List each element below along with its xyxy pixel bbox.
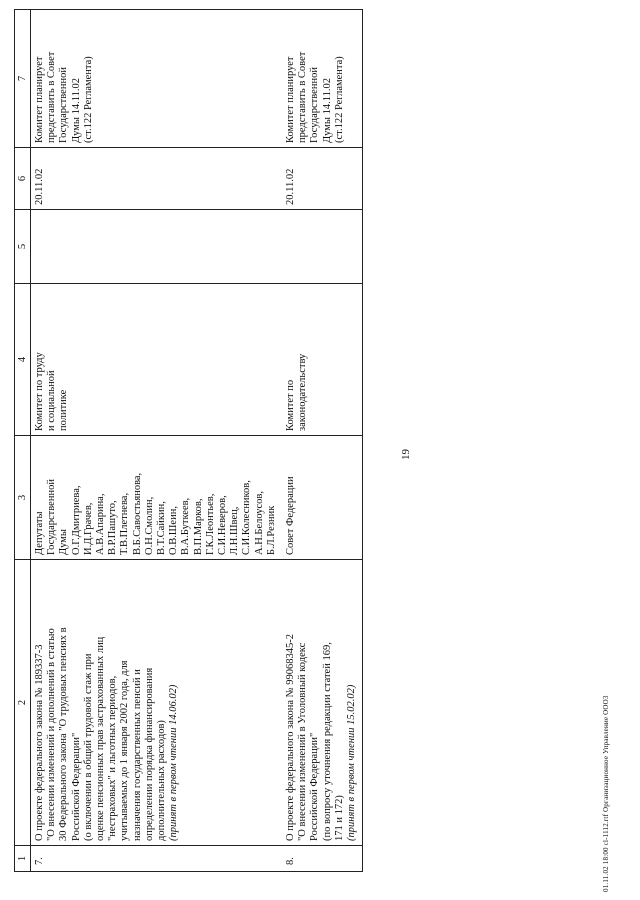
bill-title-line: О проекте федерального закона № 99068345-2 <box>285 633 297 841</box>
column-header: 4 <box>15 284 31 436</box>
bill-title-cell <box>282 560 363 846</box>
bill-title-line: О проекте федерального закона № 189337-3 <box>34 644 45 841</box>
item-number-cell <box>282 846 363 872</box>
schedule-table <box>14 9 363 872</box>
item-number-cell <box>31 846 283 872</box>
status-line: Думы 14.11.02 <box>70 78 82 143</box>
bill-title-line: оценке пенсионных прав застрахованных лиц <box>95 636 107 841</box>
bill-title-cell <box>31 560 283 846</box>
column-header: 3 <box>15 436 31 560</box>
status-line: (ст.122 Регламента) <box>333 56 345 143</box>
author-line: Б.Л.Резник <box>265 505 277 555</box>
author-line: О.Г.Дмитриева, <box>70 485 82 555</box>
bill-title-line: Российской Федерации" <box>70 732 82 841</box>
status-line: Комитет планирует <box>285 56 297 143</box>
bill-title-line: учитываемых до 1 января 2002 года, для <box>119 660 131 841</box>
bill-title-line: (по вопросу уточнения редакции статей 169, <box>321 642 333 841</box>
status-line: (ст.122 Регламента) <box>82 56 94 143</box>
bill-title-line: определении порядка финансирования <box>143 667 155 841</box>
authors-cell <box>31 436 283 560</box>
bill-title-line: 30 Федерального закона "О трудовых пенсиях в <box>58 627 70 841</box>
author-line: В.П.Марков, <box>192 498 204 555</box>
author-line: С.И.Колесников, <box>241 480 253 555</box>
status-line: представить в Совет <box>297 51 309 143</box>
author-line: Думы <box>58 529 70 555</box>
bill-title-line: назначения государственных пенсий и <box>131 669 143 841</box>
author-line: А.Н.Белоусов, <box>253 491 265 555</box>
item-number: 7. <box>34 857 45 865</box>
empty-cell <box>282 210 363 284</box>
column-header: 1 <box>15 846 31 872</box>
header-row <box>15 10 31 872</box>
author-line: Г.К.Леонтьев, <box>204 493 216 555</box>
author-line: В.А.Буткеев, <box>180 497 192 555</box>
committee-line: и социальной <box>46 370 58 431</box>
author-line: И.Д.Грачев, <box>82 502 94 555</box>
committee-cell <box>31 284 283 436</box>
author-line: Совет Федерации <box>285 476 297 555</box>
status-line: Думы 14.11.02 <box>321 78 333 143</box>
committee-line: Комитет по труду <box>34 352 45 431</box>
author-line: Л.Н.Швец, <box>229 506 241 555</box>
bill-title-line: "О внесении изменений и дополнений в статью <box>46 628 58 841</box>
authors-cell <box>282 436 363 560</box>
table-body <box>31 10 363 872</box>
status-line: представить в Совет <box>46 51 58 143</box>
column-header: 6 <box>15 148 31 210</box>
bill-title-line: дополнительных расходов) <box>156 720 168 841</box>
committee-line: политике <box>58 389 70 431</box>
status-line: Государственной <box>58 67 70 143</box>
column-header: 2 <box>15 560 31 846</box>
author-line: О.В.Шеин, <box>168 506 180 555</box>
status-cell <box>282 10 363 148</box>
bill-title-line: "О внесении изменений в Уголовный кодекс <box>297 642 309 841</box>
committee-line: Комитет по <box>285 379 297 431</box>
author-line: Т.В.Плетнева, <box>119 492 131 555</box>
status-line: Государственной <box>309 67 321 143</box>
committee-cell <box>282 284 363 436</box>
footer-stamp: 01.11.02 18:00 cl-1112.rtf Организационное Управление ООО3 <box>602 695 610 892</box>
page-number: 19 <box>400 449 412 460</box>
bill-title-line: (о включении в общий трудовой стаж при <box>82 653 94 841</box>
committee-line: законодательству <box>297 353 309 431</box>
author-line: В.Б.Савостьянова, <box>131 472 143 555</box>
author-line: С.И.Неверов, <box>217 495 229 555</box>
item-number: 8. <box>285 857 297 865</box>
bill-title-line: "нестраховых" и льготных периодов, <box>107 675 119 841</box>
author-line: Государственной <box>46 479 58 555</box>
author-line: Депутаты <box>34 511 45 555</box>
column-header: 5 <box>15 210 31 284</box>
date-cell: 20.11.02 <box>31 148 283 210</box>
author-line: А.В.Апарина, <box>95 493 107 555</box>
author-line: В.Р.Пашуто, <box>107 500 119 555</box>
author-line: В.Т.Сайкин, <box>156 501 168 555</box>
table-row <box>31 10 283 872</box>
date-cell: 20.11.02 <box>282 148 363 210</box>
author-line: О.Н.Смолин, <box>143 496 155 555</box>
status-line: Комитет планирует <box>34 56 45 143</box>
empty-cell <box>31 210 283 284</box>
bill-title-line: 171 и 172) <box>333 795 345 841</box>
reading-note: (принят в первом чтении 15.02.02) <box>346 684 358 841</box>
table-row <box>282 10 363 872</box>
column-header: 7 <box>15 10 31 148</box>
status-cell <box>31 10 283 148</box>
bill-title-line: Российской Федерации" <box>309 732 321 841</box>
reading-note: (принят в первом чтении 14.06.02) <box>168 684 180 841</box>
